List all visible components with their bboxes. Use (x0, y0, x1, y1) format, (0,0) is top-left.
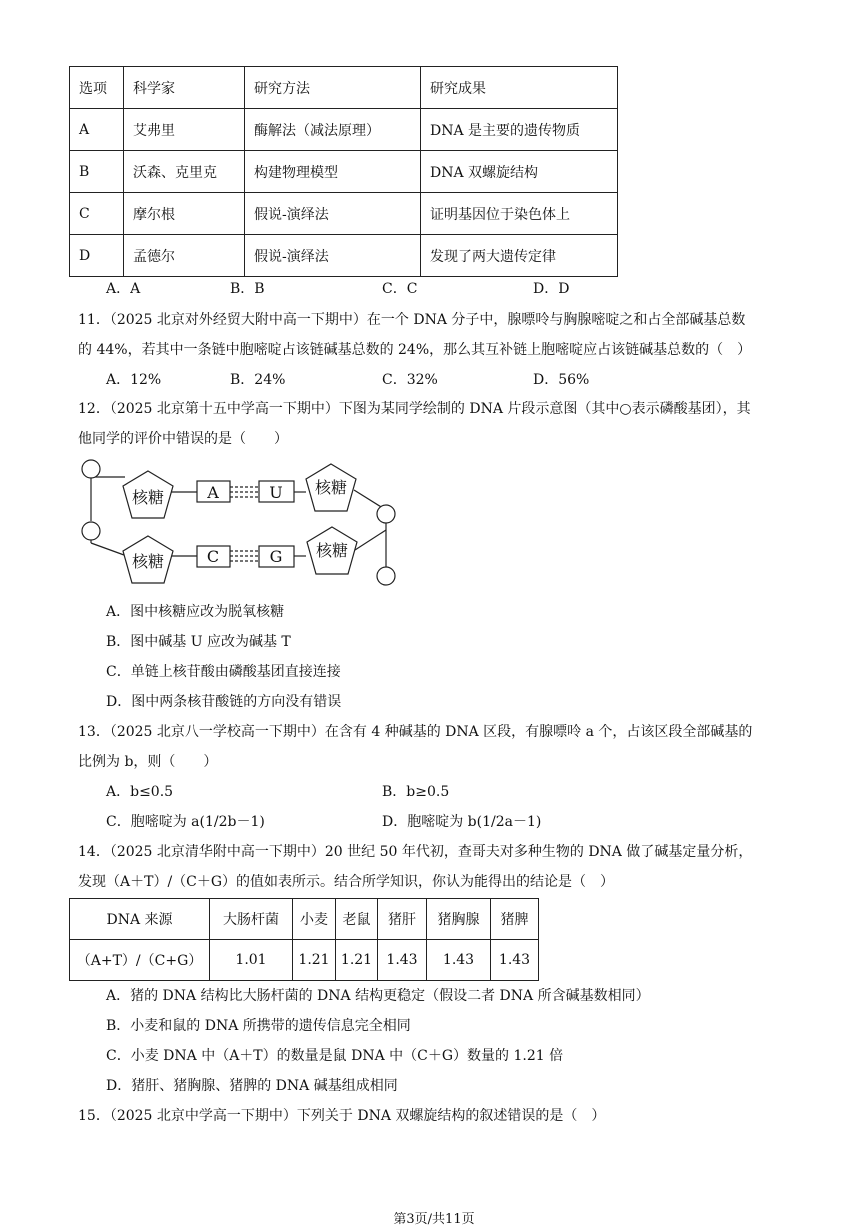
q14-stem-line1: 14．（2025 北京清华附中高一下期中）20 世纪 50 年代初，查哥夫对多种生物的 DNA 做了碱基定量分析， (78, 844, 753, 860)
table-header: 老鼠 (336, 899, 378, 940)
q11-stem-line2: 的 44%，若其中一条链中胞嘧啶占该链碱基总数的 24%，那么其互补链上胞嘧啶应占该链碱基总数的（ ） (78, 342, 752, 358)
table-cell: 艾弗里 (124, 109, 245, 151)
q13-stem-line2: 比例为 b，则（ ） (78, 754, 218, 770)
table-header: 猪脾 (491, 899, 539, 940)
table-cell: B (70, 151, 124, 193)
sugar-label: 核糖 (315, 541, 349, 560)
table-cell: （A+T）/（C+G） (70, 940, 210, 981)
bond-line (91, 543, 124, 555)
q12-stem-line2: 他同学的评价中错误的是（ ） (78, 431, 288, 447)
table-cell: C (70, 193, 124, 235)
table-cell: 酶解法（减法原理） (245, 109, 421, 151)
q10-option-d: D．D (533, 281, 570, 297)
table-header: 研究成果 (421, 67, 618, 109)
q13-option-d: D．胞嘧啶为 b(1/2a－1) (382, 814, 542, 830)
q12-stem-line1: 12．（2025 北京第十五中学高一下期中）下图为某同学绘制的 DNA 片段示意图（其中○表示磷酸基团），其 (78, 401, 751, 417)
sugar-label: 核糖 (314, 478, 348, 497)
dna-fragment-diagram (0, 0, 868, 600)
table-header: DNA 来源 (70, 899, 210, 940)
table-cell: 1.43 (378, 940, 427, 981)
q12-option-b: B．图中碱基 U 应改为碱基 T (106, 634, 291, 650)
table-header: 猪肝 (378, 899, 427, 940)
q12-option-c: C．单链上核苷酸由磷酸基团直接连接 (106, 664, 341, 680)
phosphate-circle (377, 505, 395, 523)
q14-option-b: B．小麦和鼠的 DNA 所携带的遗传信息完全相同 (106, 1018, 411, 1034)
q13-option-c: C．胞嘧啶为 a(1/2b－1) (106, 814, 265, 830)
table-cell: 摩尔根 (124, 193, 245, 235)
table-header: 大肠杆菌 (210, 899, 293, 940)
phosphate-circle (82, 522, 100, 540)
table-cell: 孟德尔 (124, 235, 245, 277)
table-header: 研究方法 (245, 67, 421, 109)
q11-option-c: C．32% (382, 372, 438, 388)
table-cell: DNA 是主要的遗传物质 (421, 109, 618, 151)
table-cell: D (70, 235, 124, 277)
q14-stem-line2: 发现（A＋T）/（C＋G）的值如表所示。结合所学知识，你认为能得出的结论是（ ） (78, 874, 615, 890)
base-label: G (269, 547, 283, 566)
q13-option-b: B．b≥0.5 (382, 784, 450, 800)
q14-option-c: C．小麦 DNA 中（A＋T）的数量是鼠 DNA 中（C＋G）数量的 1.21 倍 (106, 1048, 564, 1064)
table-cell: DNA 双螺旋结构 (421, 151, 618, 193)
bond-line (355, 530, 386, 550)
table-header: 猪胸腺 (427, 899, 491, 940)
base-label: U (269, 483, 283, 502)
table-cell: 假说-演绎法 (245, 235, 421, 277)
phosphate-circle (82, 460, 100, 478)
table-header: 选项 (70, 67, 124, 109)
q11-option-d: D．56% (533, 372, 590, 388)
q14-option-d: D．猪肝、猪胸腺、猪脾的 DNA 碱基组成相同 (106, 1078, 398, 1094)
q14-option-a: A．猪的 DNA 结构比大肠杆菌的 DNA 结构更稳定（假设二者 DNA 所含碱基数相同） (106, 988, 650, 1004)
table-cell: A (70, 109, 124, 151)
base-label: C (206, 547, 220, 566)
q10-option-a: A．A (106, 281, 141, 297)
q10-option-b: B．B (230, 281, 265, 297)
base-label: A (207, 483, 219, 502)
q10-option-c: C．C (382, 281, 418, 297)
page-number: 第3页/共11页 (393, 1212, 475, 1227)
q15-stem-line1: 15．（2025 北京中学高一下期中）下列关于 DNA 双螺旋结构的叙述错误的是（ ） (78, 1108, 606, 1124)
table-row (70, 899, 539, 940)
table-cell: 假说-演绎法 (245, 193, 421, 235)
table-cell: 1.21 (293, 940, 336, 981)
table-cell: 沃森、克里克 (124, 151, 245, 193)
table-cell: 发现了两大遗传定律 (421, 235, 618, 277)
q11-option-a: A．12% (106, 372, 162, 388)
q13-stem-line1: 13．（2025 北京八一学校高一下期中）在含有 4 种碱基的 DNA 区段，有腺嘌呤 a 个，占该区段全部碱基的 (78, 724, 753, 740)
q11-option-b: B．24% (230, 372, 286, 388)
table-cell: 1.43 (427, 940, 491, 981)
table-row (70, 940, 539, 981)
table-cell: 证明基因位于染色体上 (421, 193, 618, 235)
q11-stem-line1: 11．（2025 北京对外经贸大附中高一下期中）在一个 DNA 分子中，腺嘌呤与胸腺嘧啶之和占全部碱基总数 (78, 312, 746, 328)
table-cell: 构建物理模型 (245, 151, 421, 193)
table-cell: 1.43 (491, 940, 539, 981)
phosphate-circle (377, 567, 395, 585)
sugar-label: 核糖 (131, 488, 165, 507)
q13-option-a: A．b≤0.5 (106, 784, 174, 800)
sugar-label: 核糖 (131, 552, 165, 571)
chargaff-table (69, 898, 539, 981)
table-cell: 1.01 (210, 940, 293, 981)
table-header: 科学家 (124, 67, 245, 109)
q12-option-d: D．图中两条核苷酸链的方向没有错误 (106, 694, 342, 710)
table-cell: 1.21 (336, 940, 378, 981)
q12-option-a: A．图中核糖应改为脱氧核糖 (106, 604, 285, 620)
table-header: 小麦 (293, 899, 336, 940)
